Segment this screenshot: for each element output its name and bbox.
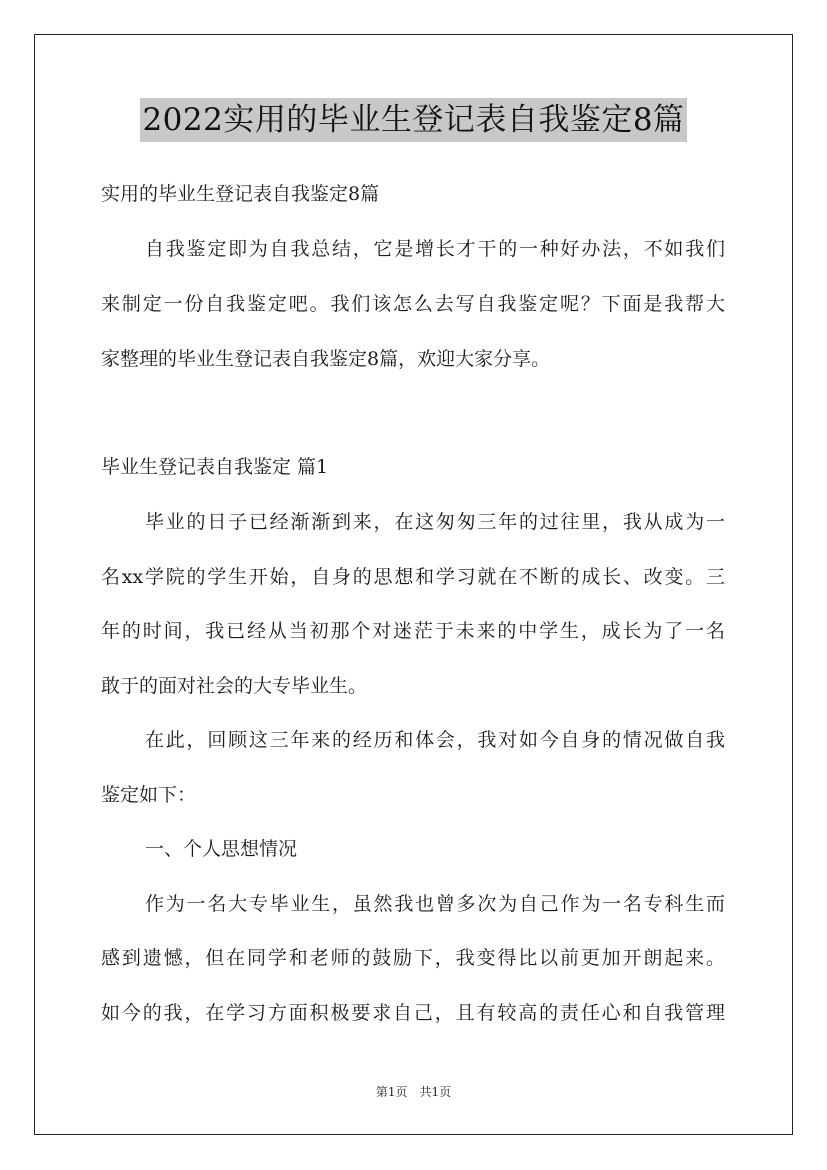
paragraph-line: 敢于的面对社会的大专毕业生。 xyxy=(101,675,368,697)
paragraph-line: 鉴定如下： xyxy=(101,784,197,806)
paragraph-line: 在此，回顾这三年来的经历和体会，我对如今自身的情况做自我 xyxy=(145,729,725,751)
paragraph-line: 毕业的日子已经渐渐到来，在这匆匆三年的过往里，我从成为一 xyxy=(145,511,725,533)
paragraph-line: 自我鉴定即为自我总结，它是增长才干的一种好办法，不如我们 xyxy=(145,238,725,260)
subtitle-line: 实用的毕业生登记表自我鉴定8篇 xyxy=(101,183,380,205)
document-title: 2022实用的毕业生登记表自我鉴定8篇 xyxy=(140,98,686,142)
paragraph-line: 如今的我，在学习方面积极要求自己，且有较高的责任心和自我管理 xyxy=(101,1002,725,1024)
title-wrap xyxy=(0,98,827,142)
section-heading: 毕业生登记表自我鉴定 篇1 xyxy=(101,456,329,478)
paragraph-line: 名xx学院的学生开始，自身的思想和学习就在不断的成长、改变。三 xyxy=(101,566,725,588)
paragraph-line: 家整理的毕业生登记表自我鉴定8篇，欢迎大家分享。 xyxy=(101,348,551,370)
paragraph-line: 感到遗憾，但在同学和老师的鼓励下，我变得比以前更加开朗起来。 xyxy=(101,947,725,969)
paragraph-line: 来制定一份自我鉴定吧。我们该怎么去写自我鉴定呢？下面是我帮大 xyxy=(101,293,725,315)
subsection-heading: 一、个人思想情况 xyxy=(145,838,298,860)
page-footer: 第1页 共1页 xyxy=(375,1085,452,1099)
paragraph-line: 年的时间，我已经从当初那个对迷茫于未来的中学生，成长为了一名 xyxy=(101,620,725,642)
paragraph-line: 作为一名大专毕业生，虽然我也曾多次为自己作为一名专科生而 xyxy=(145,893,725,915)
